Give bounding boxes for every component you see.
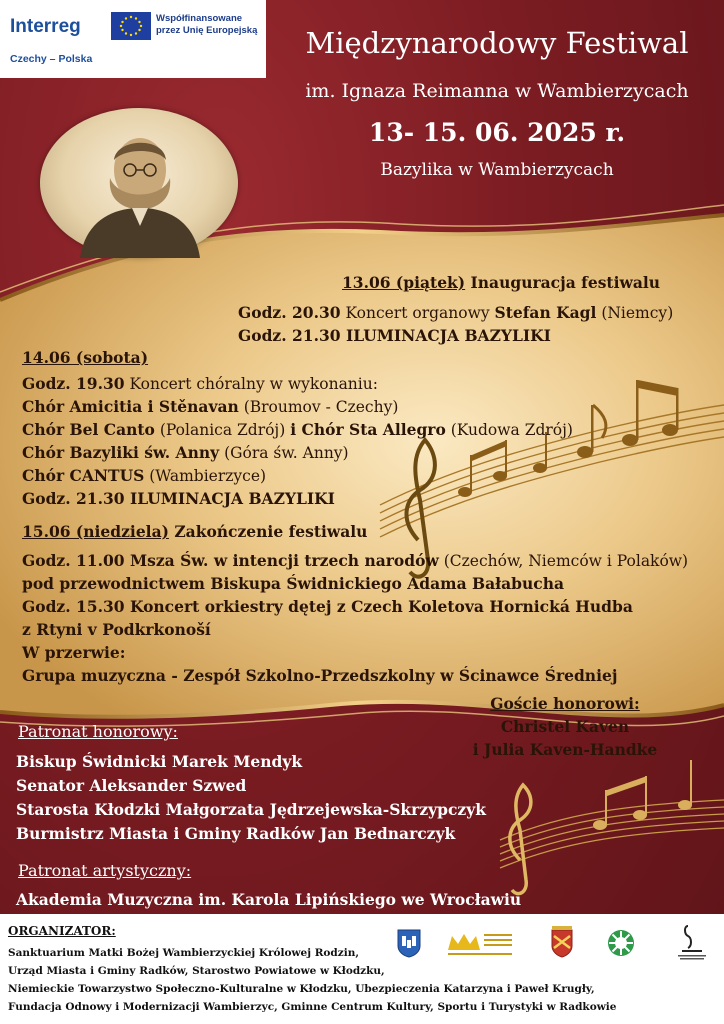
organizer-line-4: Fundacja Odnowy i Modernizacji Wambierzyc, Gminne Centrum Kultury, Sportu i Turystyki w Radkowie bbox=[8, 1001, 617, 1013]
interreg-logo bbox=[0, 0, 266, 78]
organizer-line-3: Niemieckie Towarzystwo Społeczno-Kulturalne w Kłodzku, Ubezpieczenia Katarzyna i Paweł Krugły, bbox=[8, 983, 595, 995]
day3-l1-main: Godz. 11.00 Msza Św. w intencji trzech narodów bbox=[22, 551, 439, 570]
portrait-image bbox=[40, 108, 238, 258]
day3-l5: W przerwie: bbox=[22, 643, 126, 662]
guests-line-1 bbox=[440, 716, 690, 738]
day3-line-6 bbox=[22, 665, 617, 687]
society-circle-logo-icon bbox=[606, 928, 636, 958]
guests-l1: Christel Kaven bbox=[500, 717, 630, 736]
day1-l1-time: Godz. 20.30 bbox=[238, 303, 341, 322]
organizer-heading: ORGANIZATOR: bbox=[8, 924, 116, 938]
guests-heading bbox=[440, 693, 690, 715]
day3-line-2 bbox=[22, 573, 564, 595]
day1-heading bbox=[342, 272, 660, 294]
day3-date: 15.06 (niedziela) bbox=[22, 522, 169, 541]
radkow-crest-icon bbox=[396, 928, 422, 958]
sanctuary-crown-logo-icon bbox=[444, 928, 514, 958]
day3-l4: z Rtyni v Podkrkonoší bbox=[22, 620, 211, 639]
guests-l2: i Julia Kaven-Handke bbox=[472, 740, 658, 759]
eu-flag-icon bbox=[111, 12, 151, 40]
organizer-line-2: Urząd Miasta i Gminy Radków, Starostwo Powiatowe w Kłodzku, bbox=[8, 965, 385, 977]
patronat-heading: Patronat honorowy: bbox=[18, 722, 178, 741]
day2-heading bbox=[22, 347, 148, 369]
day1-line-1 bbox=[238, 302, 673, 324]
day2-l3-name2: i Chór Sta Allegro bbox=[290, 420, 446, 439]
klodzko-county-crest-icon bbox=[550, 926, 574, 958]
poster-title: Międzynarodowy Festiwal bbox=[305, 26, 689, 60]
day1-l2: Godz. 21.30 ILUMINACJA BAZYLIKI bbox=[238, 326, 551, 345]
day1-l1-name: Stefan Kagl bbox=[494, 303, 597, 322]
day3-l2: pod przewodnictwem Biskupa Świdnickiego Adama Bałabucha bbox=[22, 574, 565, 593]
day2-l5-tail: (Wambierzyce) bbox=[144, 467, 267, 485]
day2-line-3 bbox=[22, 419, 573, 441]
poster-subtitle: im. Ignaza Reimanna w Wambierzycach bbox=[305, 80, 689, 102]
festival-venue: Bazylika w Wambierzycach bbox=[380, 160, 614, 180]
guests-line-2 bbox=[440, 739, 690, 761]
treble-clef-lower bbox=[510, 785, 531, 894]
program-name: Czechy – Polska bbox=[10, 53, 93, 65]
guests-heading-text: Goście honorowi: bbox=[490, 694, 640, 713]
portrait-figure bbox=[40, 108, 238, 258]
music-staff-lower bbox=[500, 800, 724, 868]
day1-date: 13.06 (piątek) bbox=[342, 273, 466, 292]
day1-line-2 bbox=[238, 325, 551, 347]
day3-heading bbox=[22, 521, 367, 543]
day2-l3-tail: (Kudowa Zdrój) bbox=[445, 421, 573, 439]
music-academy-logo-icon bbox=[674, 922, 710, 962]
patronat-item-1: Biskup Świdnicki Marek Mendyk bbox=[16, 752, 303, 771]
day1-l1-tail: (Niemcy) bbox=[596, 304, 674, 322]
day3-title: Zakończenie festiwalu bbox=[168, 522, 368, 541]
day2-line-6 bbox=[22, 488, 335, 510]
day3-l6: Grupa muzyczna - Zespół Szkolno-Przedszkolny w Ścinawce Średniej bbox=[22, 666, 618, 685]
artistic-patron-item: Akademia Muzyczna im. Karola Lipińskiego we Wrocławiu bbox=[16, 890, 522, 909]
artistic-patron-heading: Patronat artystyczny: bbox=[18, 861, 192, 880]
day2-line-1 bbox=[22, 373, 378, 395]
festival-dates: 13- 15. 06. 2025 r. bbox=[368, 118, 626, 147]
organizer-footer bbox=[0, 914, 724, 1024]
patronat-item-4: Burmistrz Miasta i Gminy Radków Jan Bednarczyk bbox=[16, 824, 456, 843]
interreg-wordmark: Interreg bbox=[10, 16, 81, 37]
day2-l5-name: Chór CANTUS bbox=[22, 466, 145, 485]
day2-l1-rest: Koncert chóralny w wykonaniu: bbox=[124, 375, 378, 393]
day2-l3-mid: (Polanica Zdrój) bbox=[154, 421, 291, 439]
day3-l3: Godz. 15.30 Koncert orkiestry dętej z Czech Koletova Hornická Hudba bbox=[22, 597, 633, 616]
day2-l3-name1: Chór Bel Canto bbox=[22, 420, 155, 439]
day3-line-4 bbox=[22, 619, 211, 641]
day3-line-5 bbox=[22, 642, 125, 664]
day3-line-3 bbox=[22, 596, 633, 618]
day2-l4-name: Chór Bazyliki św. Anny bbox=[22, 443, 220, 462]
day1-l1-mid: Koncert organowy bbox=[340, 304, 495, 322]
day2-l2-name: Chór Amicitia i Stěnavan bbox=[22, 397, 239, 416]
patronat-item-2: Senator Aleksander Szwed bbox=[16, 776, 247, 795]
day1-title: Inauguracja festiwalu bbox=[465, 273, 661, 292]
patronat-item-3: Starosta Kłodzki Małgorzata Jędrzejewska-Skrzypczyk bbox=[16, 800, 486, 819]
day3-l1-tail: (Czechów, Niemców i Polaków) bbox=[438, 552, 689, 570]
day2-line-5 bbox=[22, 465, 266, 487]
day2-l6: Godz. 21.30 ILUMINACJA BAZYLIKI bbox=[22, 489, 335, 508]
organizer-line-1: Sanktuarium Matki Bożej Wambierzyckiej Królowej Rodzin, bbox=[8, 947, 360, 959]
day2-l2-tail: (Broumov - Czechy) bbox=[238, 398, 399, 416]
day2-l1-time: Godz. 19.30 bbox=[22, 374, 125, 393]
music-notes-lower bbox=[593, 760, 692, 830]
day2-line-2 bbox=[22, 396, 398, 418]
day2-l4-tail: (Góra św. Anny) bbox=[219, 444, 349, 462]
day3-line-1 bbox=[22, 550, 688, 572]
eu-cofinanced-text: Współfinansowane przez Unię Europejską bbox=[156, 13, 258, 36]
day2-heading-text: 14.06 (sobota) bbox=[22, 348, 149, 367]
day2-line-4 bbox=[22, 442, 349, 464]
